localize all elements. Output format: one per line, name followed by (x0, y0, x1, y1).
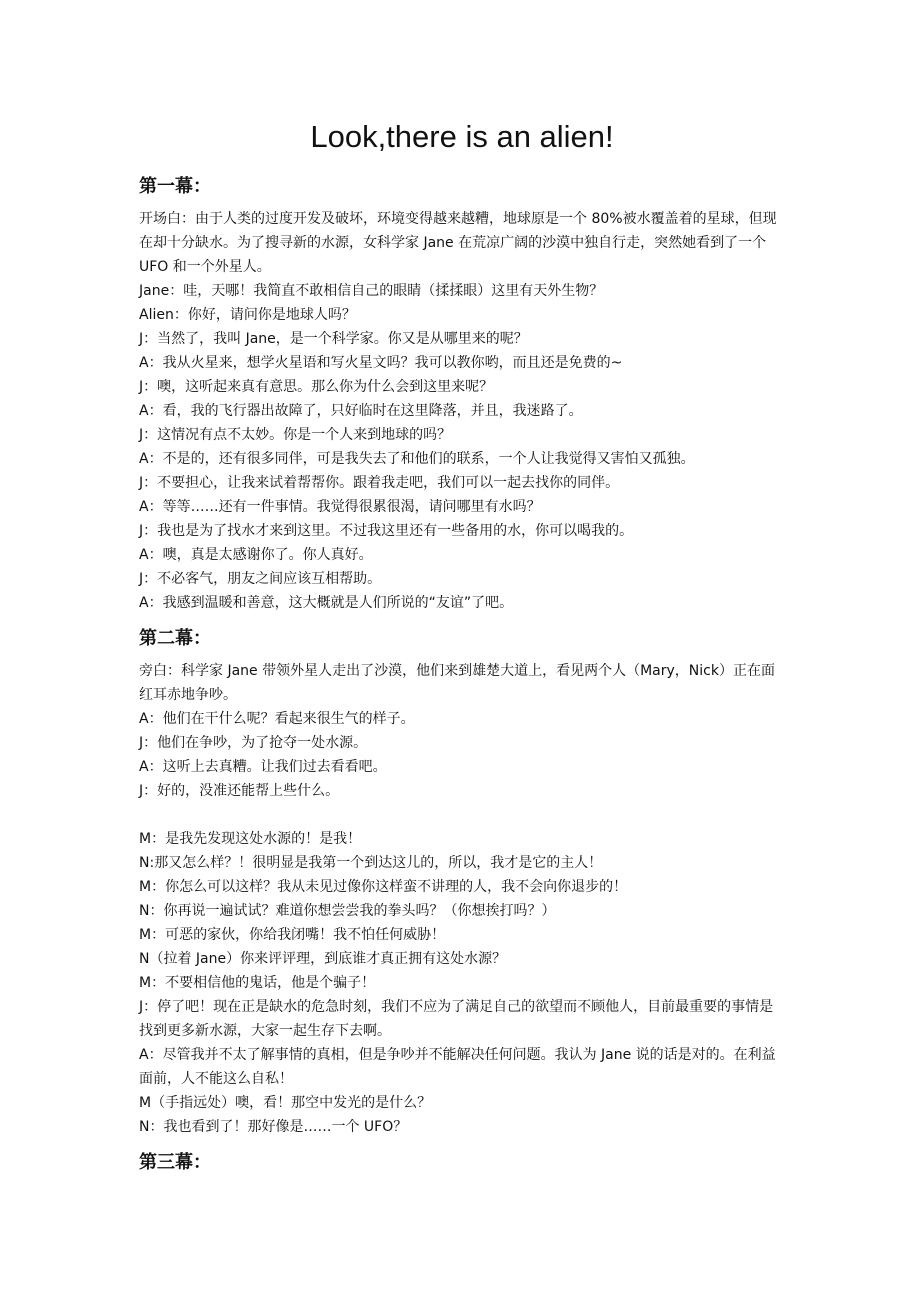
scene-one-line: A：我感到温暖和善意，这大概就是人们所说的“友谊”了吧。 (139, 595, 514, 611)
scene-one-line: Alien：你好，请问你是地球人吗？ (139, 307, 356, 323)
scene-one-heading: 第一幕： (139, 176, 211, 197)
scene-two-line: A：他们在干什么呢？看起来很生气的样子。 (139, 711, 415, 727)
scene-one-line: J：不必客气，朋友之间应该互相帮助。 (139, 571, 382, 587)
scene-two-line: A：这听上去真糟。让我们过去看看吧。 (139, 759, 387, 775)
scene-two-line: N:那又怎么样？！很明显是我第一个到达这儿的，所以，我才是它的主人！ (139, 855, 603, 871)
scene-one-line: A：不是的，还有很多同伴，可是我失去了和他们的联系，一个人让我觉得又害怕又孤独。 (139, 451, 695, 467)
scene-two-line: M：是我先发现这处水源的！是我！ (139, 831, 362, 847)
scene-one-line: A：噢，真是太感谢你了。你人真好。 (139, 547, 373, 563)
scene-one-line: A：等等……还有一件事情。我觉得很累很渴，请问哪里有水吗？ (139, 499, 541, 515)
scene-two-line: M：你怎么可以这样？我从未见过像你这样蛮不讲理的人，我不会向你退步的！ (139, 879, 628, 895)
scene-one-line: Jane：哇，天哪！我简直不敢相信自己的眼睛（揉揉眼）这里有天外生物？ (139, 283, 604, 299)
scene-two-line: J：他们在争吵，为了抢夺一处水源。 (139, 735, 368, 751)
scene-one-line: J：我也是为了找水才来到这里。不过我这里还有一些备用的水，你可以喝我的。 (139, 523, 634, 539)
scene-two-line: A：尽管我并不太了解事情的真相，但是争吵并不能解决任何问题。我认为 Jane 说的话是对的。在利益面前，人不能这么自私！ (139, 1047, 776, 1087)
scene-two-line: N：我也看到了！那好像是……一个 UFO？ (139, 1119, 408, 1135)
scene-two-line: M：可恶的家伙，你给我闭嘴！我不怕任何威胁！ (139, 927, 446, 943)
scene-three-section (139, 1151, 785, 1175)
scene-three-heading: 第三幕： (139, 1152, 211, 1173)
scene-one-line: J：噢，这听起来真有意思。那么你为什么会到这里来呢？ (139, 379, 494, 395)
document-title: Look,there is an alien! (310, 119, 614, 154)
scene-two-line: N（拉着 Jane）你来评评理，到底谁才真正拥有这处水源？ (139, 951, 507, 967)
scene-two-section (139, 627, 785, 1139)
scene-one-line: J：这情况有点不太妙。你是一个人来到地球的吗？ (139, 427, 452, 443)
blank-line-spacer (139, 803, 785, 827)
scene-two-heading: 第二幕： (139, 628, 211, 649)
scene-two-line: 旁白：科学家 Jane 带领外星人走出了沙漠，他们来到雄楚大道上，看见两个人（Mary，Nick）正在面红耳赤地争吵。 (139, 663, 775, 703)
scene-one-line: 开场白：由于人类的过度开发及破坏，环境变得越来越糟，地球原是一个 80%被水覆盖着的星球，但现在却十分缺水。为了搜寻新的水源，女科学家 Jane 在荒凉广阔的沙漠中独自行走，突然她看到了一个 UFO 和一个外星人。 (139, 211, 777, 275)
scene-one-line: J：不要担心，让我来试着帮帮你。跟着我走吧，我们可以一起去找你的同伴。 (139, 475, 620, 491)
scene-two-line: J：停了吧！现在正是缺水的危急时刻，我们不应为了满足自己的欲望而不顾他人，目前最重要的事情是找到更多新水源，大家一起生存下去啊。 (139, 999, 774, 1039)
scene-one-line: J：当然了，我叫 Jane，是一个科学家。你又是从哪里来的呢？ (139, 331, 528, 347)
scene-one-line: A：看，我的飞行器出故障了，只好临时在这里降落，并且，我迷路了。 (139, 403, 583, 419)
scene-one-section (139, 175, 785, 615)
scene-two-line: M（手指远处）噢，看！那空中发光的是什么？ (139, 1095, 432, 1111)
scene-two-line: M：不要相信他的鬼话，他是个骗子！ (139, 975, 376, 991)
scene-one-line: A：我从火星来，想学火星语和写火星文吗？我可以教你哟，而且还是免费的~ (139, 355, 623, 371)
scene-two-line: N：你再说一遍试试？难道你想尝尝我的拳头吗？（你想挨打吗？） (139, 903, 556, 919)
scene-two-line: J：好的，没准还能帮上些什么。 (139, 783, 340, 799)
document-content (139, 117, 785, 1187)
